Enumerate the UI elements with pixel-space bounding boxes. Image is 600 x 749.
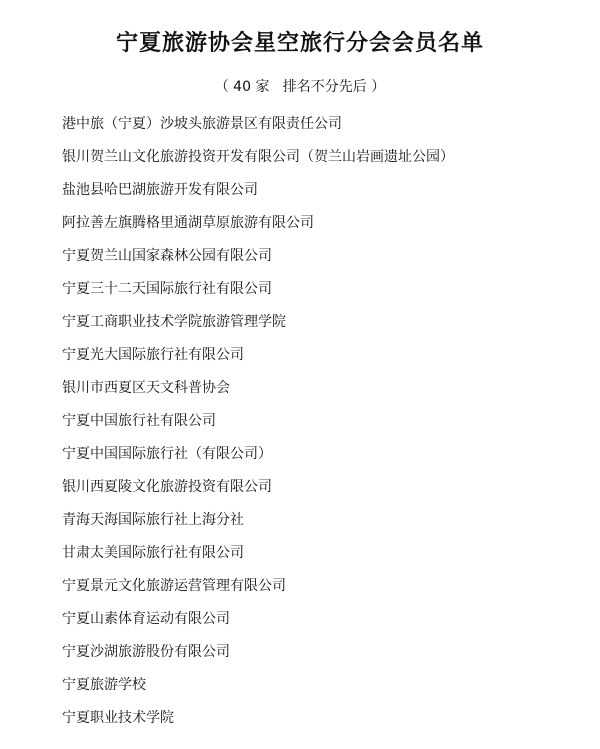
document-subtitle: （ 40 家 排名不分先后 ） <box>214 79 386 95</box>
member-item: 宁夏职业技术学院 <box>62 710 174 726</box>
member-item: 银川西夏陵文化旅游投资有限公司 <box>62 479 272 495</box>
member-item: 宁夏旅游学校 <box>62 677 146 693</box>
member-item: 银川市西夏区天文科普协会 <box>62 380 230 396</box>
member-item: 银川贺兰山文化旅游投资开发有限公司（贺兰山岩画遗址公园） <box>62 149 454 165</box>
member-item: 盐池县哈巴湖旅游开发有限公司 <box>62 182 258 198</box>
member-item: 宁夏沙湖旅游股份有限公司 <box>62 644 230 660</box>
member-item: 阿拉善左旗腾格里通湖草原旅游有限公司 <box>62 215 314 231</box>
member-item: 宁夏贺兰山国家森林公园有限公司 <box>62 248 272 264</box>
member-item: 甘肃太美国际旅行社有限公司 <box>62 545 244 561</box>
member-list <box>62 114 454 741</box>
member-item: 宁夏光大国际旅行社有限公司 <box>62 347 244 363</box>
document-title: 宁夏旅游协会星空旅行分会会员名单 <box>115 30 484 56</box>
member-item: 宁夏三十二天国际旅行社有限公司 <box>62 281 272 297</box>
member-item: 宁夏工商职业技术学院旅游管理学院 <box>62 314 286 330</box>
member-item: 港中旅（宁夏）沙坡头旅游景区有限责任公司 <box>62 116 342 132</box>
member-item: 青海天海国际旅行社上海分社 <box>62 512 244 528</box>
member-item: 宁夏中国国际旅行社（有限公司） <box>62 446 272 462</box>
member-item: 宁夏景元文化旅游运营管理有限公司 <box>62 578 286 594</box>
member-item: 宁夏山素体育运动有限公司 <box>62 611 230 627</box>
member-item: 宁夏中国旅行社有限公司 <box>62 413 216 429</box>
